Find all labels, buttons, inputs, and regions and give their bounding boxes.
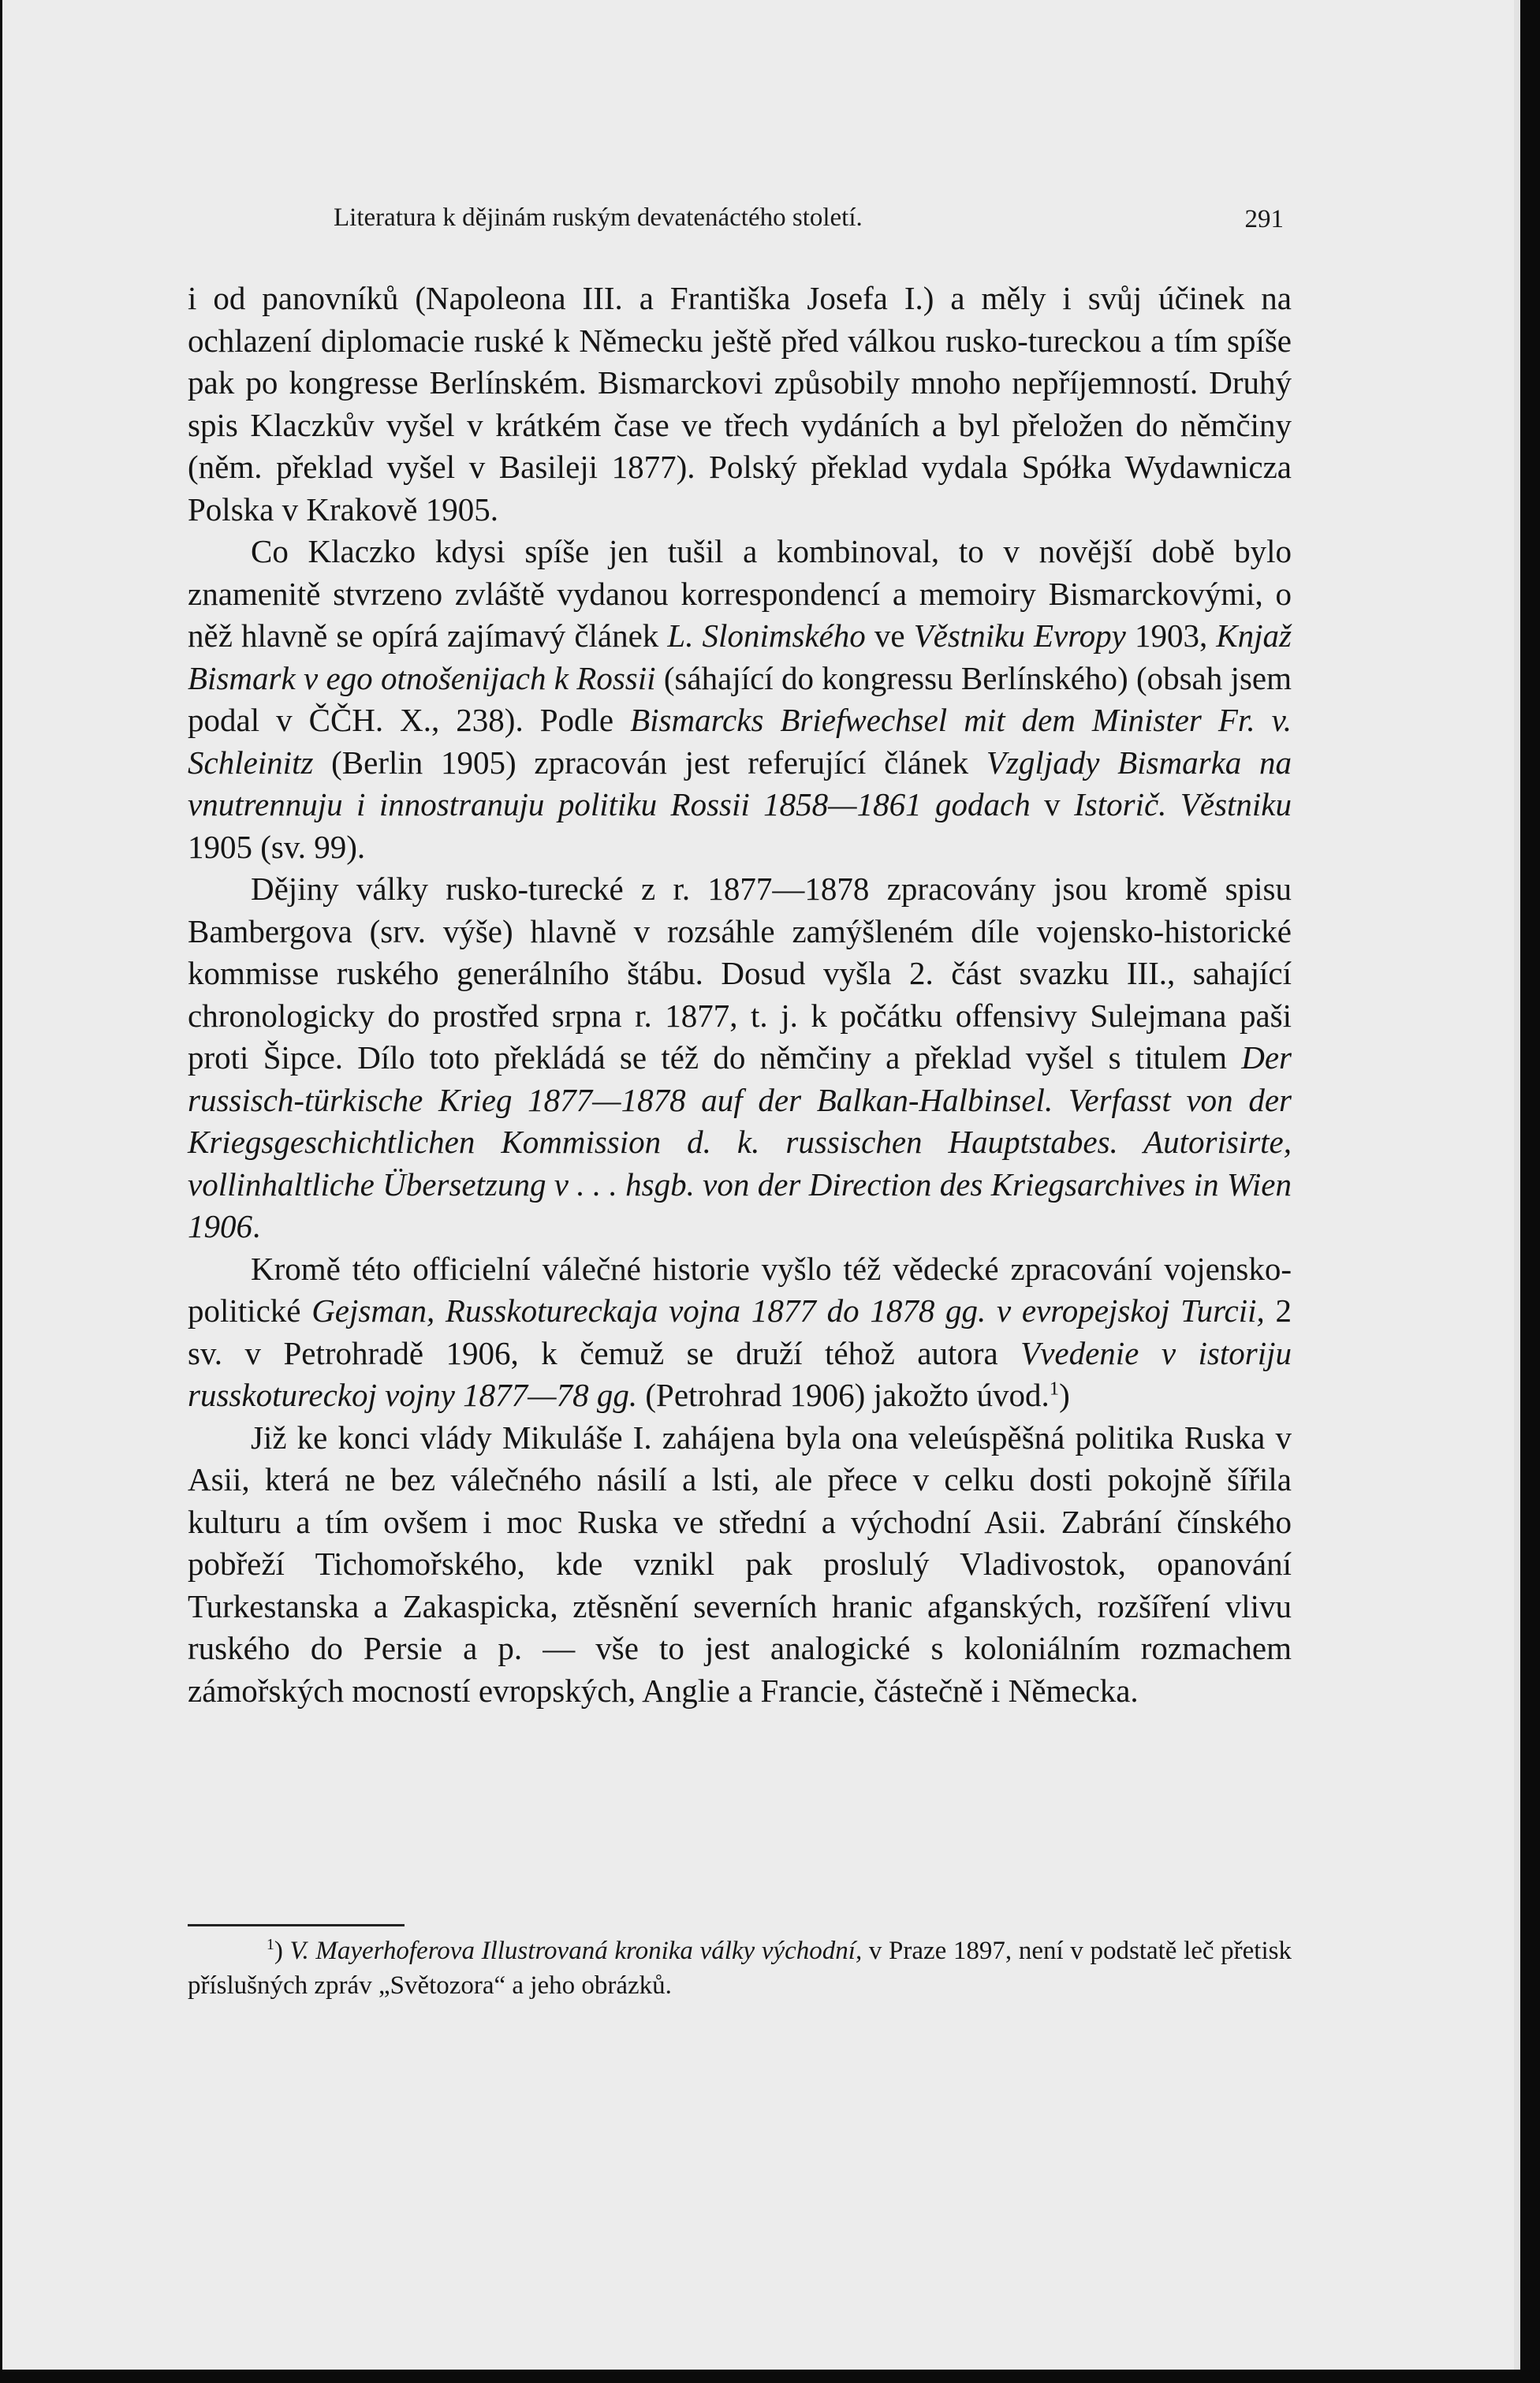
footnote bbox=[188, 1934, 1292, 2003]
book-title: Bismarcks Briefwechsel mit dem Minister Fr. v. Schleinitz bbox=[188, 702, 1292, 781]
paragraph-5: Již ke konci vlády Mikuláše I. zahájena byla ona veleúspěšná politika Ruska v Asii, která ne bez válečného násilí a lsti, ale přece v celku dosti pokojně šířila kulturu a tím ovšem i moc Ruska ve střední a východní Asii. Zabrání čínského pobřeží Tichomořského, kde vznikl pak proslulý Vladivostok, opanování Turkestanska a Zakaspicka, ztěsnění severních hranic afganských, rozšíření vlivu ruského do Persie a p. — vše to jest analogické s koloniálním rozmachem zámořských mocností evropských, Anglie a Francie, částečně i Německa. bbox=[188, 1419, 1292, 1709]
footnote-divider bbox=[188, 1924, 405, 1926]
page-number: 291 bbox=[1244, 205, 1284, 233]
footnote-source: V. Mayerhoferova Illustrovaná kronika války východní, bbox=[289, 1937, 863, 1965]
page-edge bbox=[1514, 0, 1520, 2370]
book-title: Vvedenie v istoriju russkotureckoj vojny 1877—78 gg. bbox=[188, 1334, 1292, 1413]
footnote-ref[interactable]: 1 bbox=[1049, 1378, 1060, 1400]
article-title: Knjaž Bismark v ego otnošenijach k Rossii bbox=[188, 617, 1292, 696]
footnote-text: $^1$) V. Mayerhoferova Illustrovaná kronika války východní, v Praze 1897, není v podstatě leč přetisk příslušných zpráv „Světozora“ a jeho obrázků. bbox=[188, 1936, 1292, 2000]
running-title: Literatura k dějinám ruským devatenáctého století. bbox=[334, 203, 863, 232]
paragraph-1: i od panovníků (Napoleona III. a Františka Josefa I.) a měly i svůj účinek na ochlazení diplomacie ruské k Německu ještě před válkou rusko-tureckou a tím spíše pak po kongresse Berlínském. Bismarckovi způsobily mnoho nepříjemností. Druhý spis Klaczkův vyšel v krátkém čase ve třech vydáních a byl přeložen do němčiny (něm. překlad vyšel v Basileji 1877). Polský překlad vydala Spółka Wydawnicza Polska v Krakově 1905. bbox=[188, 280, 1292, 528]
journal-title: Istorič. Věstniku bbox=[1074, 786, 1292, 822]
author-name: L. Slonimského bbox=[667, 617, 866, 654]
document-page bbox=[2, 0, 1520, 2370]
paragraph-4: Kromě této officielní válečné historie vyšlo též vědecké zpracování vojensko-politické Gejsman, Russkotureckaja vojna 1877 do 1878 gg. v evropejskoj Turcii, 2 sv. v Petrohradě 1906, k čemuž se druží téhož autora Vvedenie v istoriju russkotureckoj vojny 1877—78 gg. (Petrohrad 1906) jakožto úvod.$^1$) bbox=[188, 1250, 1292, 1413]
article-title: Vzgljady Bismarka na vnutrennuju i innostranuju politiku Rossii 1858—1861 godach bbox=[188, 744, 1292, 822]
book-title: Gejsman, Russkotureckaja vojna 1877 do 1878 gg. v evropejskoj Turcii, bbox=[311, 1292, 1265, 1329]
paragraph-2: Co Klaczko kdysi spíše jen tušil a kombinoval, to v novější době bylo znamenitě stvrzeno zvláště vydanou korrespondencí a memoiry Bismarckovými, o něž hlavně se opírá zajímavý článek L. Slonimského ve Věstniku Evropy 1903, Knjaž Bismark v ego otnošenijach k Rossii (sáhající do kongressu Berlínského) (obsah jsem podal v ČČH. X., 238). Podle Bismarcks Briefwechsel mit dem Minister Fr. v. Schleinitz (Berlin 1905) zpracován jest referující článek Vzgljady Bismarka na vnutrennuju i innostranuju politiku Rossii 1858—1861 godach v Istorič. Věstniku 1905 (sv. 99). bbox=[188, 533, 1292, 865]
running-header bbox=[334, 203, 1284, 235]
body-text bbox=[188, 278, 1292, 1712]
book-title: Der russisch-türkische Krieg 1877—1878 auf der Balkan-Halbinsel. Verfasst von der Kriegsgeschichtlichen Kommission d. k. russischen Hauptstabes. Autorisirte, vollinhaltliche Übersetzung v . . . hsgb. von der Direction des Kriegsarchives in Wien 1906 bbox=[188, 1039, 1292, 1244]
paragraph-3: Dějiny války rusko-turecké z r. 1877—1878 zpracovány jsou kromě spisu Bambergova (srv. výše) hlavně v rozsáhle zamýšleném díle vojensko-historické kommisse ruského generálního štábu. Dosud vyšla 2. část svazku III., sahající chronologicky do prostřed srpna r. 1877, t. j. k počátku offensivy Sulejmana paši proti Šipce. Dílo toto překládá se též do němčiny a překlad vyšel s titulem Der russisch-türkische Krieg 1877—1878 auf der Balkan-Halbinsel. Verfasst von der Kriegsgeschichtlichen Kommission d. k. russischen Hauptstabes. Autorisirte, vollinhaltliche Übersetzung v . . . hsgb. von der Direction des Kriegsarchives in Wien 1906. bbox=[188, 871, 1292, 1244]
journal-title: Věstniku Evropy bbox=[913, 617, 1126, 654]
footnote-marker: 1 bbox=[267, 1936, 274, 1953]
